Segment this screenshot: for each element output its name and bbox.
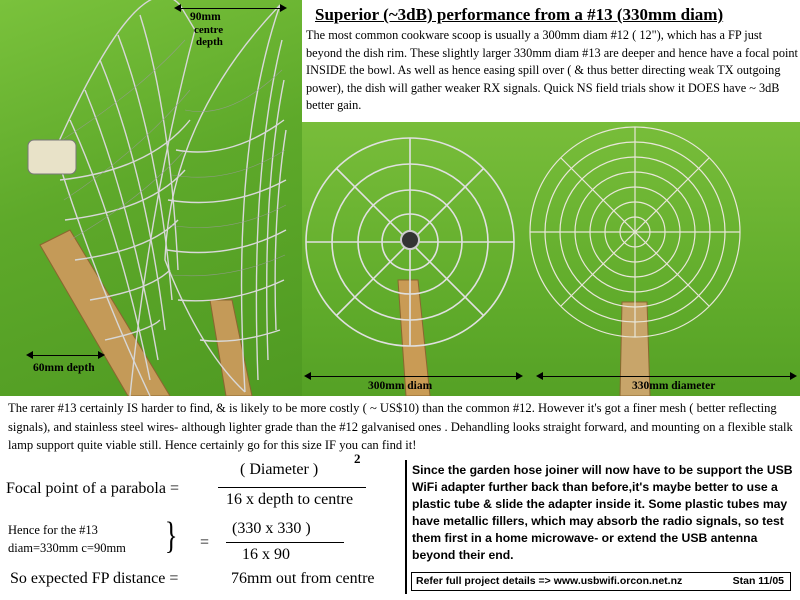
calc-fraction-bar	[226, 542, 344, 543]
diam-330-dimension-line	[540, 376, 792, 377]
page-title: Superior (~3dB) performance from a #13 (330mm diam)	[315, 5, 724, 24]
hence-line-1: Hence for the #13	[8, 523, 98, 537]
arrow-right-icon	[516, 372, 523, 380]
depth-90-label: 90mm	[190, 11, 221, 23]
scoops-front-view-drawing	[302, 122, 800, 396]
formula-label: Focal point of a parabola =	[6, 480, 179, 497]
depth-90-dimension-line	[178, 8, 282, 9]
side-view-photo	[0, 0, 302, 396]
arrow-left-icon	[174, 4, 181, 12]
depth-90-centre-label: centre	[194, 24, 224, 36]
depth-60-dimension-line	[30, 355, 100, 356]
depth-90-depth-label: depth	[196, 36, 223, 48]
footer-signature: Stan 11/05	[732, 575, 784, 587]
arrow-left-icon	[26, 351, 33, 359]
equals-sign: =	[200, 534, 210, 551]
arrow-right-icon	[98, 351, 105, 359]
expected-fp-value: 76mm out from centre	[231, 570, 375, 587]
calc-numerator: (330 x 330 )	[232, 520, 311, 537]
diam-300-label: 300mm diam	[368, 380, 433, 392]
body-paragraph: The rarer #13 certainly IS harder to find, & is likely to be more costly ( ~ US$10) than the common #12. However it's got a finer mesh ( better reflecting signals), and stainless steel wires- although lighter grade than the #12 galvanised ones . Dehandling looks straight forward, and mounting on a flexible stalk lamp support quite viable still. Hence certainly go for this size IF you can find it!	[8, 401, 793, 452]
diam-330-label: 330mm diameter	[632, 380, 716, 392]
diam-300-dimension-line	[308, 376, 518, 377]
mounting-note: Since the garden hose joiner will now have to be support the USB WiFi adapter further back than before,it's maybe better to use a plastic tube & slide the adapter inside it. Some plastic tubes may have metallic fillers, which may absorb the radio signals, so test them first in a home microwave- or extend the USB antenna beyond their end.	[412, 463, 793, 562]
vertical-divider	[405, 460, 407, 594]
formula-fraction-bar	[218, 487, 366, 488]
arrow-right-icon	[790, 372, 797, 380]
brace-glyph: }	[164, 515, 178, 557]
calc-denominator: 16 x 90	[242, 546, 290, 563]
hence-line-2: diam=330mm c=90mm	[8, 541, 126, 555]
intro-paragraph: The most common cookware scoop is usually a 300mm diam #12 ( 12"), which has a FP just beyond the dish rim. These slightly larger 330mm diam #13 are deeper and hence have a focal point INSIDE the bowl. As well as hence easing spill over ( & thus better directing weak TX outgoing power), the dish will gather weaker RX signals. Quick NS field trials show it DOES have ~ 3dB better gain.	[306, 28, 798, 113]
arrow-left-icon	[536, 372, 543, 380]
scoops-side-view-drawing	[0, 0, 302, 396]
expected-fp-label: So expected FP distance =	[10, 570, 179, 587]
arrow-left-icon	[304, 372, 311, 380]
footer-reference: Refer full project details => www.usbwifi.orcon.net.nz	[416, 575, 683, 587]
formula-numerator: ( Diameter )	[240, 461, 319, 478]
formula-denominator: 16 x depth to centre	[226, 491, 354, 508]
formula-exponent: 2	[354, 451, 361, 466]
depth-60-label: 60mm depth	[33, 362, 95, 374]
arrow-right-icon	[280, 4, 287, 12]
front-view-photo	[302, 122, 800, 396]
footer-box	[411, 572, 791, 591]
